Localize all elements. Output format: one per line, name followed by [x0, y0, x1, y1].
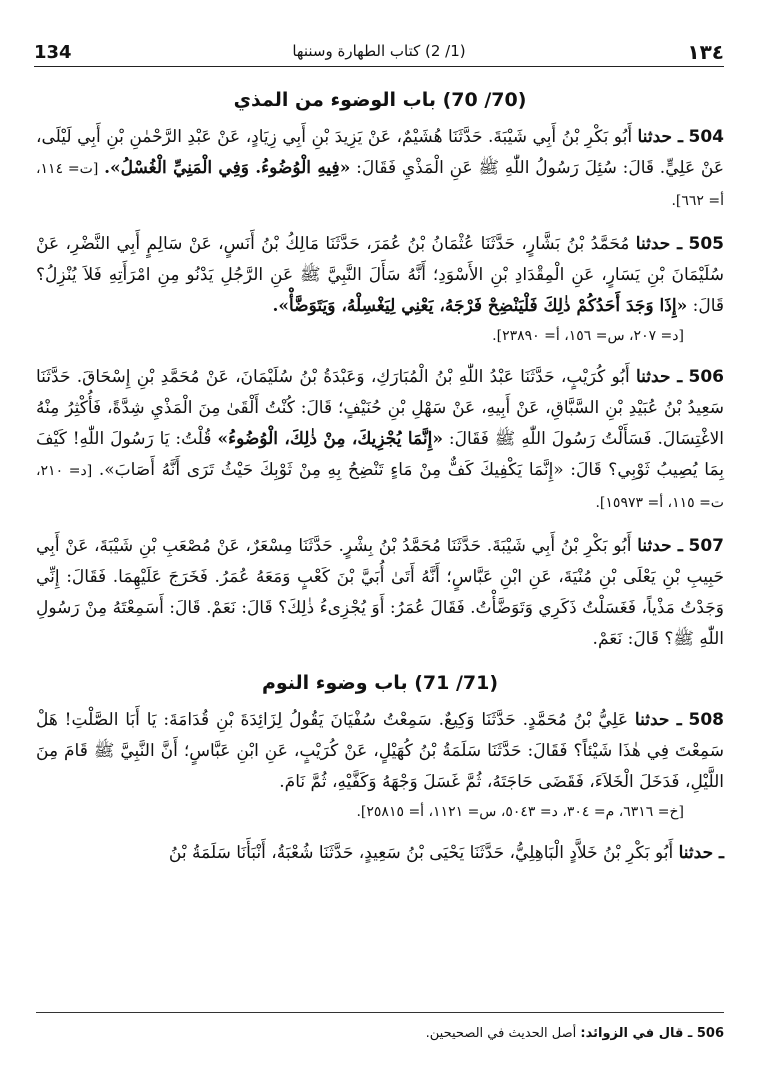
hadith-reference: [خ= ٦٣١٦، م= ٣٠٤، د= ٥٠٤٣، س= ١١٢١، أ= ٢٥٨١٥].	[356, 804, 684, 820]
page-header	[34, 36, 724, 67]
hadith-text: أَبُو كُرَيْبٍ، حَدَّثَنَا عَبْدُ اللّٰهِ بْنُ الْمُبَارَكِ، وَعَبْدَةُ بْنُ سُلَيْمَانَ، عَنْ مُحَمَّدِ بْنِ إِسْحَاقَ. حَدَّثَنَا سَعِيدُ بْنُ عُبَيْدِ بْنِ السَّبَّاقِ، عَنْ أَبِيهِ، عَنْ سَهْلِ بْنِ حُنَيْفٍ؛ قَالَ: كُنْتُ أَلْقَىٰ مِنَ الْمَذْيِ شِدَّةً، فَأُكْثِرُ مِنْهُ الاغْتِسَالَ. فَسَأَلْتُ رَسُولَ اللّٰهِ ﷺ فَقَالَ:	[36, 367, 724, 449]
hadith-quote: «إِنَّمَا يُجْزِيكَ، مِنْ ذٰلِكَ، الْوُضُوءُ»	[217, 429, 443, 449]
hadith-506	[36, 362, 724, 519]
hadith-number: 508	[688, 710, 725, 730]
hadith-number: 504	[688, 127, 725, 147]
hadith-number: 506	[688, 367, 724, 387]
hadith-text: أَبُو بَكْرِ بْنُ خَلاَّدٍ الْبَاهِلِيُّ، حَدَّثَنَا يَحْيَى بْنُ سَعِيدٍ، حَدَّثَنَا شُعْبَةُ، أَنْبَأَنَا سَلَمَةُ بْنُ	[168, 843, 674, 863]
hadith-text-continued: قُلْتُ: يَا رَسُولَ اللّٰهِ! كَيْفَ بِمَا يُصِيبُ ثَوْبِي؟ قَالَ: «إِنَّمَا يَكْفِيكَ كَفٌّ مِنْ مَاءٍ تَنْضِحُ بِهِ مِنْ ثَوْبِكَ حَيْثُ تَرَى أَنَّهُ أَصَابَ».	[36, 429, 725, 480]
hadith-quote: «إِذَا وَجَدَ أَحَدُكُمْ ذٰلِكَ فَلْيَنْضِحْ فَرْجَهُ، يَعْنِي لِيَغْسِلْهُ، وَيَتَوَضَّأْ».	[272, 296, 688, 316]
hadith-lead: ـ حدثنا	[635, 234, 683, 254]
footnotes	[36, 1012, 724, 1045]
page-body	[36, 84, 724, 881]
hadith-text: مُحَمَّدُ بْنُ بَشَّارٍ، حَدَّثَنَا عُثْمَانُ بْنُ عُمَرَ، حَدَّثَنَا مَالِكُ بْنُ أَنَسٍ، عَنْ سَالِمٍ أَبِي النَّضْرِ، عَنْ سُلَيْمَانَ بْنِ يَسَارٍ، عَنِ الْمِقْدَادِ بْنِ الأَسْوَدِ؛ أَنَّهُ سَأَلَ النَّبِيَّ ﷺ عَنِ الرَّجُلِ يَدْنُو مِنِ امْرَأَتِهِ فَلاَ يُنْزِلُ؟ قَالَ:	[36, 234, 724, 316]
chapter-title-71: (71/ 71) باب وضوء النوم	[261, 672, 499, 694]
hadith-reference: [د= ٢٠٧، س= ١٥٦، أ= ٢٣٨٩٠].	[492, 328, 684, 344]
running-title: (1/ 2) كتاب الطهارة وسننها	[292, 42, 466, 60]
hadith-507	[36, 531, 724, 655]
hadith-lead: ـ حدثنا	[637, 536, 683, 556]
hadith-reference: [ت= ١١٤، أ= ٦٦٢].	[36, 161, 724, 209]
hadith-text: أَبُو بَكْرِ بْنُ أَبِي شَيْبَةَ. حَدَّثَنَا مُحَمَّدُ بْنُ بِشْرٍ. حَدَّثَنَا مِسْعَرٌ، عَنْ مُصْعَبِ بْنِ شَيْبَةَ، عَنْ أَبِي حَبِيبِ بْنِ يَعْلَى بْنِ مُنْيَةَ، عَنِ ابْنِ عَبَّاسٍ؛ أَنَّهُ أَتَىٰ أُبَيَّ بْنَ كَعْبٍ وَمَعَهُ عُمَرُ. فَخَرَجَ عَلَيْهِمَا. فَقَالَ: إِنِّي وَجَدْتُ مَذْياً، فَغَسَلْتُ ذَكَرِي وَتَوَضَّأْتُ. فَقَالَ عُمَرُ: أَوَ يُجْزِىءُ ذٰلِكَ؟ قَالَ: نَعَمْ. قَالَ: أَسَمِعْتَهُ مِنْ رَسُولِ اللّٰهِ ﷺ؟ قَالَ: نَعَمْ.	[36, 536, 724, 649]
footnote-label: 506 ـ قال في الزوائد:	[580, 1026, 724, 1041]
hadith-508	[36, 705, 724, 826]
hadith-quote: «فِيهِ الْوُضُوءُ. وَفِي الْمَنِيِّ الْغُسْلُ».	[104, 158, 351, 178]
hadith-504	[36, 122, 724, 217]
hadith-number: 507	[688, 536, 724, 556]
hadith-lead: ـ حدثنا	[637, 127, 684, 147]
hadith-text: أَبُو بَكْرِ بْنُ أَبِي شَيْبَةَ. حَدَّثَنَا هُشَيْمٌ، عَنْ يَزِيدَ بْنِ أَبِي زِيَادٍ، عَنْ عَبْدِ الرَّحْمٰنِ بْنِ أَبِي لَيْلَى، عَنْ عَلِيٍّ. قَالَ: سُئِلَ رَسُولُ اللّٰهِ ﷺ عَنِ الْمَذْيِ فَقَالَ:	[36, 127, 725, 178]
hadith-508-second-chain	[36, 838, 724, 869]
hadith-lead: ـ حدثنا	[636, 367, 683, 387]
hadith-reference: [د= ٢١٠، ت= ١١٥، أ= ١٥٩٧٣].	[36, 463, 724, 511]
footnote-506	[36, 1023, 724, 1045]
hadith-number: 505	[688, 234, 725, 254]
page-number-latin: 134	[34, 42, 72, 63]
hadith-text: عَلِيُّ بْنُ مُحَمَّدٍ. حَدَّثَنَا وَكِيعٌ. سَمِعْتُ سُفْيَانَ يَقُولُ لِزَائِدَةَ بْنِ قُدَامَةَ: يَا أَبَا الصَّلْتِ! هَلْ سَمِعْتَ فِي هٰذَا شَيْئاً؟ فَقَالَ: حَدَّثَنَا سَلَمَةُ بْنُ كُهَيْلٍ، عَنْ كُرَيْبٍ، عَنِ ابْنِ عَبَّاسٍ؛ أَنَّ النَّبِيَّ ﷺ قَامَ مِنَ اللَّيْلِ، فَدَخَلَ الْخَلاَءَ، فَقَضَى حَاجَتَهُ، ثُمَّ غَسَلَ وَجْهَهُ وَكَفَّيْهِ، ثُمَّ نَامَ.	[36, 710, 724, 792]
hadith-lead: ـ حدثنا	[634, 710, 682, 730]
page-number-arabic: ١٣٤	[687, 40, 724, 64]
hadith-505	[36, 229, 724, 350]
hadith-lead: ـ حدثنا	[678, 843, 724, 863]
footnote-text: أصل الحديث في الصحيحين.	[425, 1026, 577, 1041]
chapter-title-70: (70/ 70) باب الوضوء من المذي	[233, 89, 527, 111]
